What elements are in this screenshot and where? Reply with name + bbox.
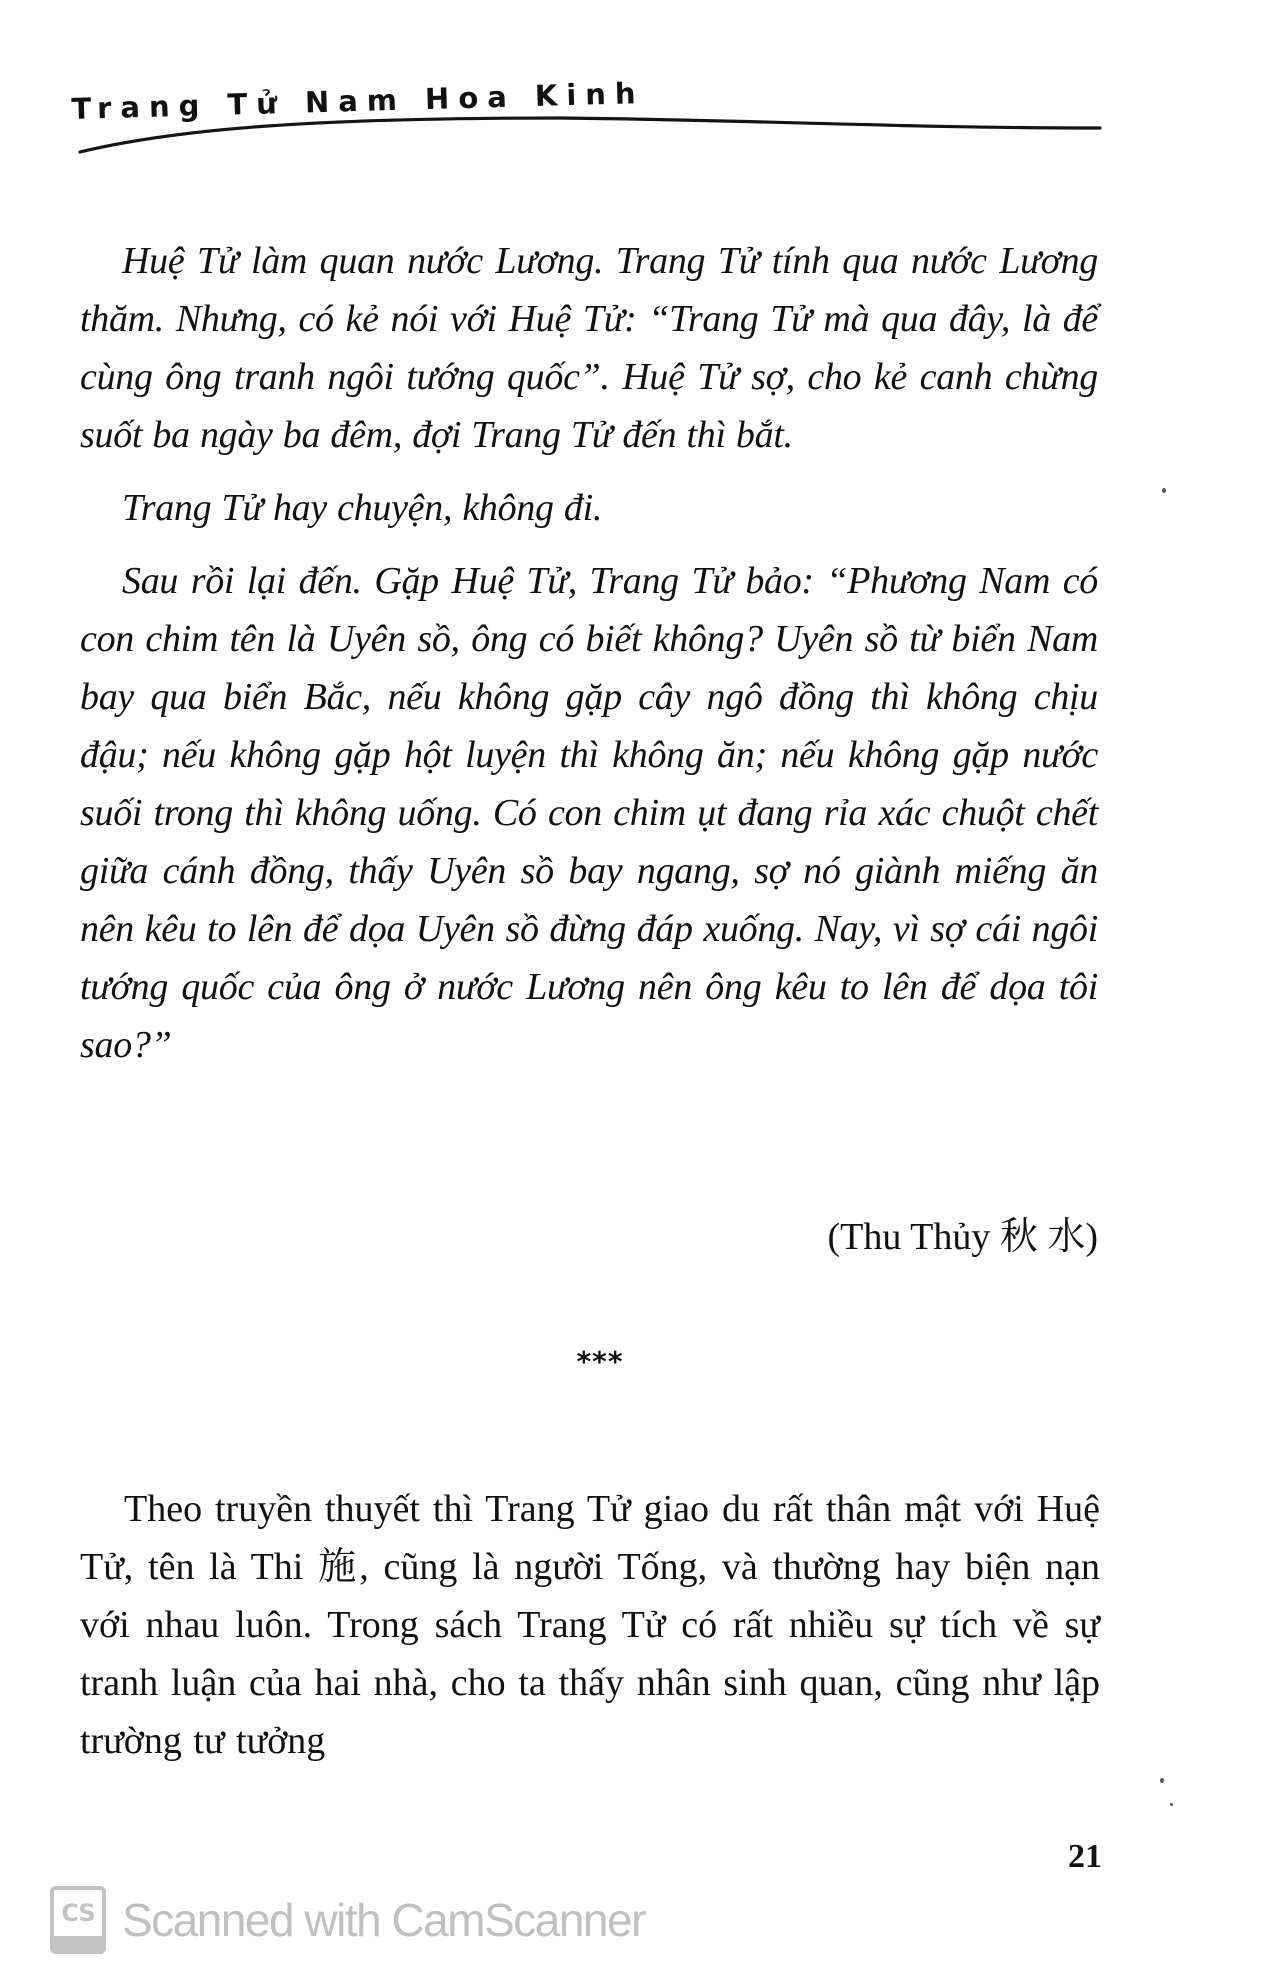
scan-speck (1170, 1803, 1173, 1806)
commentary-paragraph: Theo truyền thuyết thì Trang Tử giao du rất thân mật với Huệ Tử, tên là Thi 施, cũng là người Tống, và thường hay biện nạn với nhau luôn. Trong sách Trang Tử có rất nhiều sự tích về sự tranh luận của hai nhà, cho ta thấy nhân sinh quan, cũng như lập trường tư tưởng (80, 1488, 1100, 1762)
camscanner-logo-text: CS (61, 1899, 95, 1927)
running-header-title: Trang Tử Nam Hoa Kinh (71, 76, 645, 126)
quote-paragraph: Sau rồi lại đến. Gặp Huệ Tử, Trang Tử bảo: “Phương Nam có con chim tên là Uyên sồ, ông có biết không? Uyên sồ từ biển Nam bay qua biển Bắc, nếu không gặp cây ngô đồng thì không chịu đậu; nếu không gặp hột luyện thì không ăn; nếu không gặp nước suối trong thì không uống. Có con chim ụt đang rỉa xác chuột chết giữa cánh đồng, thấy Uyên sồ bay ngang, sợ nó giành miếng ăn nên kêu to lên để dọa Uyên sồ đừng đáp xuống. Nay, vì sợ cái ngôi tướng quốc của ông ở nước Lương nên ông kêu to lên để dọa tôi sao?” (80, 560, 1098, 1066)
scan-speck (1160, 1778, 1164, 1783)
camscanner-logo-bar (54, 1936, 102, 1950)
watermark-text: Scanned with CamScanner (122, 1894, 645, 1946)
source-citation: (Thu Thủy 秋 水) (827, 1216, 1098, 1258)
camscanner-logo-icon (50, 1886, 106, 1954)
quote-paragraph: Trang Tử hay chuyện, không đi. (122, 487, 603, 529)
quote-paragraph: Huệ Tử làm quan nước Lương. Trang Tử tính qua nước Lương thăm. Nhưng, có kẻ nói với Huệ Tử: “Trang Tử mà qua đây, là để cùng ông tranh ngôi tướng quốc”. Huệ Tử sợ, cho kẻ canh chừng suốt ba ngày ba đêm, đợi Trang Tử đến thì bắt. (80, 240, 1098, 456)
scan-speck (1162, 488, 1166, 493)
quote-block (80, 232, 1098, 1074)
camscanner-watermark (50, 1886, 645, 1954)
commentary-block (80, 1480, 1100, 1770)
page-number: 21 (1068, 1838, 1102, 1875)
header-rule (0, 0, 1280, 260)
section-separator: *** (576, 1345, 624, 1378)
